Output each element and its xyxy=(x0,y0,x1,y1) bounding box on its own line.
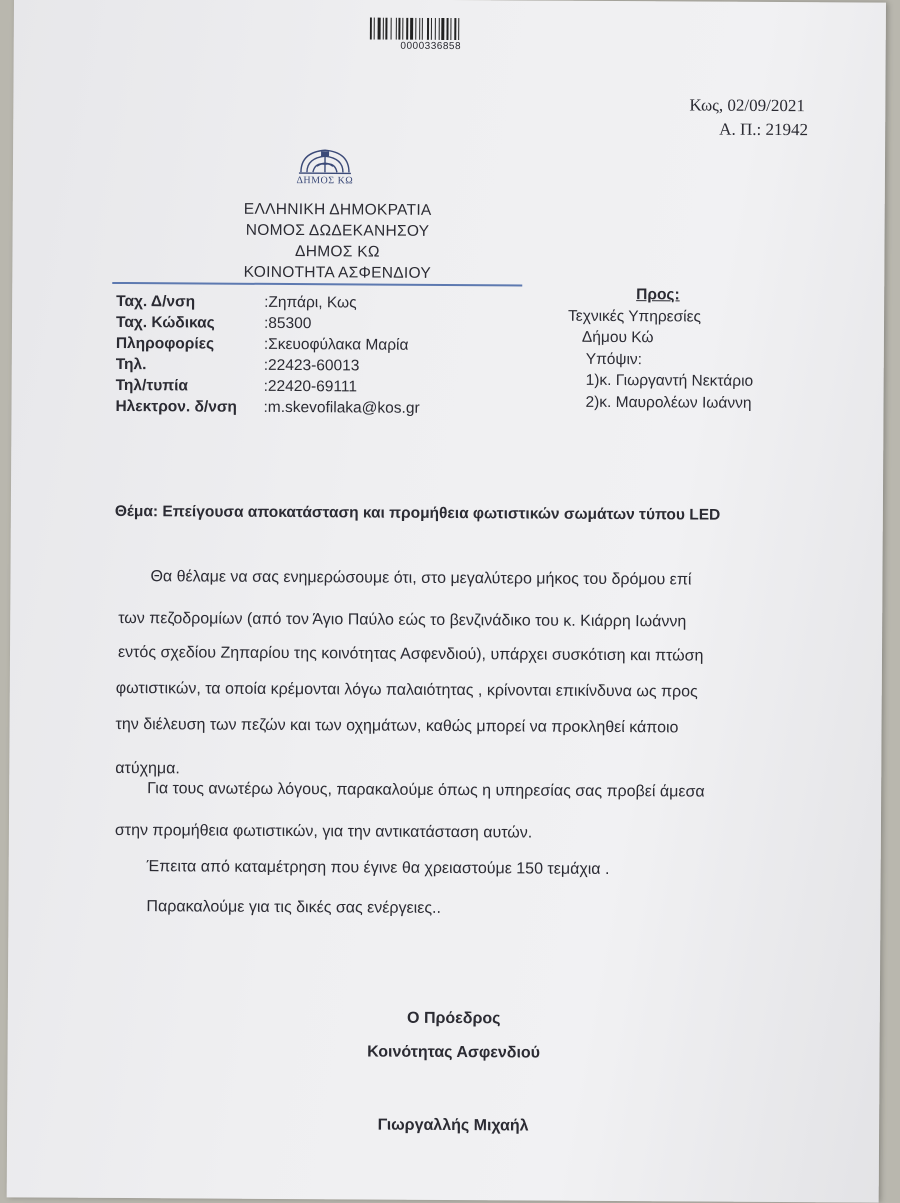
body-line: εντός σχεδίου Ζηπαρίου της κοινότητας Ασφενδιού), υπάρχει συσκότιση και πτώση xyxy=(118,644,704,666)
barcode-bar xyxy=(398,18,400,40)
letter-date: Κως, 02/09/2021 xyxy=(689,95,805,116)
body-line: Παρακαλούμε για τις δικές σας ενέργειες.. xyxy=(146,898,441,918)
body-line: στην προμήθεια φωτιστικών, για την αντικατάσταση αυτών. xyxy=(115,822,532,843)
body-line: Για τους ανωτέρω λόγους, παρακαλούμε όπως η υπηρεσίας σας προβεί άμεσα xyxy=(147,780,705,801)
logo-caption: ΔΗΜΟΣ ΚΩ xyxy=(285,175,365,186)
info-value: :Σκευοφύλακα Μαρία xyxy=(264,334,409,356)
barcode-bar xyxy=(439,18,440,40)
info-label: Ταχ. Κώδικας xyxy=(116,312,215,334)
barcode-bar xyxy=(454,18,456,40)
barcode-bar xyxy=(458,18,459,40)
barcode-bar xyxy=(422,18,423,40)
barcode-bar xyxy=(450,18,451,40)
body-line: των πεζοδρομίων (από τον Άγιο Παύλο εώς το βενζινάδικο του κ. Κιάρρη Ιωάννη xyxy=(118,610,686,631)
barcode xyxy=(370,18,490,41)
recipient-line: 1)κ. Γιωργαντή Νεκτάριο xyxy=(586,370,754,393)
letter-page xyxy=(7,0,886,1203)
info-label: Πληροφορίες xyxy=(116,333,214,355)
body-line: Έπειτα από καταμέτρηση που έγινε θα χρειαστούμε 150 τεμάχια . xyxy=(147,858,610,879)
header-community: ΚΟΙΝΟΤΗΤΑ ΑΣΦΕΝΔΙΟΥ xyxy=(202,261,472,284)
info-label: Τηλ. xyxy=(116,354,147,375)
recipient-line: Υπόψιν: xyxy=(586,348,754,371)
letter-body xyxy=(103,568,783,572)
header-country: ΕΛΛΗΝΙΚΗ ΔΗΜΟΚΡΑΤΙΑ xyxy=(203,198,473,221)
recipient-heading: Προς: xyxy=(636,284,754,306)
info-label: Ηλεκτρον. δ/νση xyxy=(115,396,237,418)
info-value: :22420-69111 xyxy=(264,376,358,398)
barcode-bar xyxy=(402,18,403,40)
info-label: Ταχ. Δ/νση xyxy=(116,291,195,312)
barcode-number: 0000336858 xyxy=(376,41,486,53)
signature-community: Κοινότητας Ασφενδιού xyxy=(304,1043,604,1063)
info-label: Τηλ/τυπία xyxy=(116,375,188,396)
barcode-bar xyxy=(378,18,381,40)
barcode-bar xyxy=(415,18,416,40)
signature-name: Γιωργαλλής Μιχαήλ xyxy=(303,1116,603,1136)
barcode-bar xyxy=(419,18,420,40)
barcode-bar xyxy=(374,18,375,40)
barcode-bar xyxy=(391,18,392,40)
barcode-bar xyxy=(435,18,436,40)
body-line: την διέλευση των πεζών και των οχημάτων, καθώς μπορεί να προκληθεί κάποιο xyxy=(116,716,679,737)
barcode-bar xyxy=(431,18,432,40)
body-line: φωτιστικών, τα οποία κρέμονται λόγω παλαιότητας , κρίνονται επικίνδυνα ως προς xyxy=(116,680,698,702)
barcode-bar xyxy=(441,18,444,40)
recipient-line: 2)κ. Μαυρολέων Ιωάννη xyxy=(585,391,753,414)
letter-subject: Θέμα: Επείγουσα αποκατάσταση και προμήθεια φωτιστικών σωμάτων τύπου LED xyxy=(115,503,721,525)
signature-title: Ο Πρόεδρος xyxy=(304,1009,604,1029)
barcode-bar xyxy=(383,18,384,40)
issuer-header xyxy=(202,198,473,284)
protocol-number: Α. Π.: 21942 xyxy=(719,120,808,141)
barcode-bar xyxy=(396,18,397,40)
barcode-bar xyxy=(427,18,429,40)
info-value: :85300 xyxy=(264,313,312,334)
barcode-bar xyxy=(385,18,387,40)
municipality-logo xyxy=(285,142,365,192)
barcode-bar xyxy=(410,18,413,40)
barcode-bar xyxy=(446,18,448,40)
info-value: :22423-60013 xyxy=(264,355,360,377)
body-line: ατύχημα. xyxy=(115,760,180,778)
header-prefecture: ΝΟΜΟΣ ΔΩΔΕΚΑΝΗΣΟΥ xyxy=(203,219,473,242)
recipient-block xyxy=(567,284,753,414)
info-value: :m.skevofilaka@kos.gr xyxy=(263,397,419,419)
recipient-line: Δήμου Κώ xyxy=(582,327,754,350)
body-line: Θα θέλαμε να σας ενημερώσουμε ότι, στο μεγαλύτερο μήκος του δρόμου επί xyxy=(150,568,691,589)
barcode-bar xyxy=(370,18,372,40)
recipient-line: Τεχνικές Υπηρεσίες xyxy=(568,305,754,328)
barcode-bar xyxy=(406,18,408,40)
header-municipality: ΔΗΜΟΣ ΚΩ xyxy=(202,240,472,263)
info-value: :Ζηπάρι, Κως xyxy=(264,292,357,314)
contact-info xyxy=(115,291,116,417)
